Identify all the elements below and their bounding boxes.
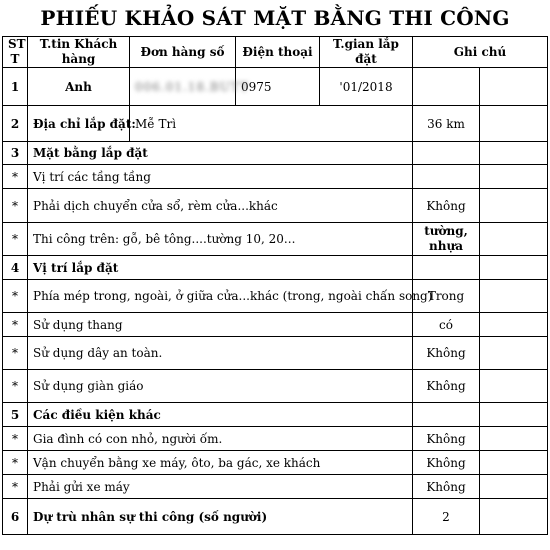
item-value: Không <box>413 451 480 475</box>
install-time: '01/2018 <box>320 68 413 106</box>
section-title: Vị trí lắp đặt <box>28 256 413 280</box>
bullet: * <box>3 313 28 337</box>
row-stt: 6 <box>3 499 28 535</box>
bullet: * <box>3 189 28 223</box>
item-value <box>413 165 480 189</box>
section-title: Mặt bằng lắp đặt <box>28 142 413 165</box>
staffing-label: Dự trù nhân sự thi công (số người) <box>28 499 413 535</box>
item-value: tường, nhựa <box>413 223 480 256</box>
item-text: Phải dịch chuyển cửa sổ, rèm cửa...khác <box>28 189 413 223</box>
list-item <box>3 451 548 475</box>
section-row <box>3 256 548 280</box>
distance-value: 36 km <box>413 106 480 142</box>
header-phone: Điện thoại <box>236 37 320 68</box>
section-title: Các điều kiện khác <box>28 403 413 427</box>
item-text: Vận chuyển bằng xe máy, ôto, ba gác, xe khách <box>28 451 413 475</box>
item-value: Không <box>413 189 480 223</box>
header-notes: Ghi chú <box>413 37 548 68</box>
list-item <box>3 280 548 313</box>
header-order-no: Đơn hàng số <box>130 37 236 68</box>
list-item <box>3 223 548 256</box>
table-row <box>3 106 548 142</box>
item-text: Gia đình có con nhỏ, người ốm. <box>28 427 413 451</box>
list-item <box>3 475 548 499</box>
bullet: * <box>3 165 28 189</box>
customer-name: Anh <box>28 68 130 106</box>
header-stt: ST T <box>3 37 28 68</box>
bullet: * <box>3 475 28 499</box>
item-text: Thi công trên: gỗ, bê tông....tường 10, 20... <box>28 223 413 256</box>
item-text: Vị trí các tầng tầng <box>28 165 413 189</box>
list-item <box>3 337 548 370</box>
row-stt: 1 <box>3 68 28 106</box>
row-stt: 3 <box>3 142 28 165</box>
bullet: * <box>3 337 28 370</box>
list-item <box>3 370 548 403</box>
header-row <box>3 37 548 68</box>
survey-table <box>2 36 548 535</box>
table-row <box>3 68 548 106</box>
list-item <box>3 427 548 451</box>
row-stt: 5 <box>3 403 28 427</box>
section-row <box>3 403 548 427</box>
item-text: Sử dụng giàn giáo <box>28 370 413 403</box>
item-value: Không <box>413 337 480 370</box>
bullet: * <box>3 370 28 403</box>
bullet: * <box>3 223 28 256</box>
header-install-time: T.gian lắp đặt <box>320 37 413 68</box>
row-stt: 2 <box>3 106 28 142</box>
row-stt: 4 <box>3 256 28 280</box>
header-customer: T.tin Khách hàng <box>28 37 130 68</box>
phone-number: 0975 <box>236 68 320 106</box>
item-value: Không <box>413 427 480 451</box>
staffing-value: 2 <box>413 499 480 535</box>
list-item <box>3 189 548 223</box>
item-text: Sử dụng dây an toàn. <box>28 337 413 370</box>
address-label: Địa chỉ lắp đặt: <box>28 106 130 142</box>
item-value: Trong <box>413 280 480 313</box>
list-item <box>3 165 548 189</box>
bullet: * <box>3 427 28 451</box>
form-title: PHIẾU KHẢO SÁT MẶT BẰNG THI CÔNG <box>40 6 510 30</box>
item-value: Không <box>413 370 480 403</box>
table-row <box>3 499 548 535</box>
section-row <box>3 142 548 165</box>
bullet: * <box>3 451 28 475</box>
item-text: Phải gửi xe máy <box>28 475 413 499</box>
item-value: có <box>413 313 480 337</box>
item-text: Sử dụng thang <box>28 313 413 337</box>
bullet: * <box>3 280 28 313</box>
order-number: 006.01.18.BUTT <box>135 79 250 94</box>
address-value: Mễ Trì <box>130 106 413 142</box>
list-item <box>3 313 548 337</box>
item-text: Phía mép trong, ngoài, ở giữa cửa...khác (trong, ngoài chấn song) <box>28 280 413 313</box>
item-value: Không <box>413 475 480 499</box>
